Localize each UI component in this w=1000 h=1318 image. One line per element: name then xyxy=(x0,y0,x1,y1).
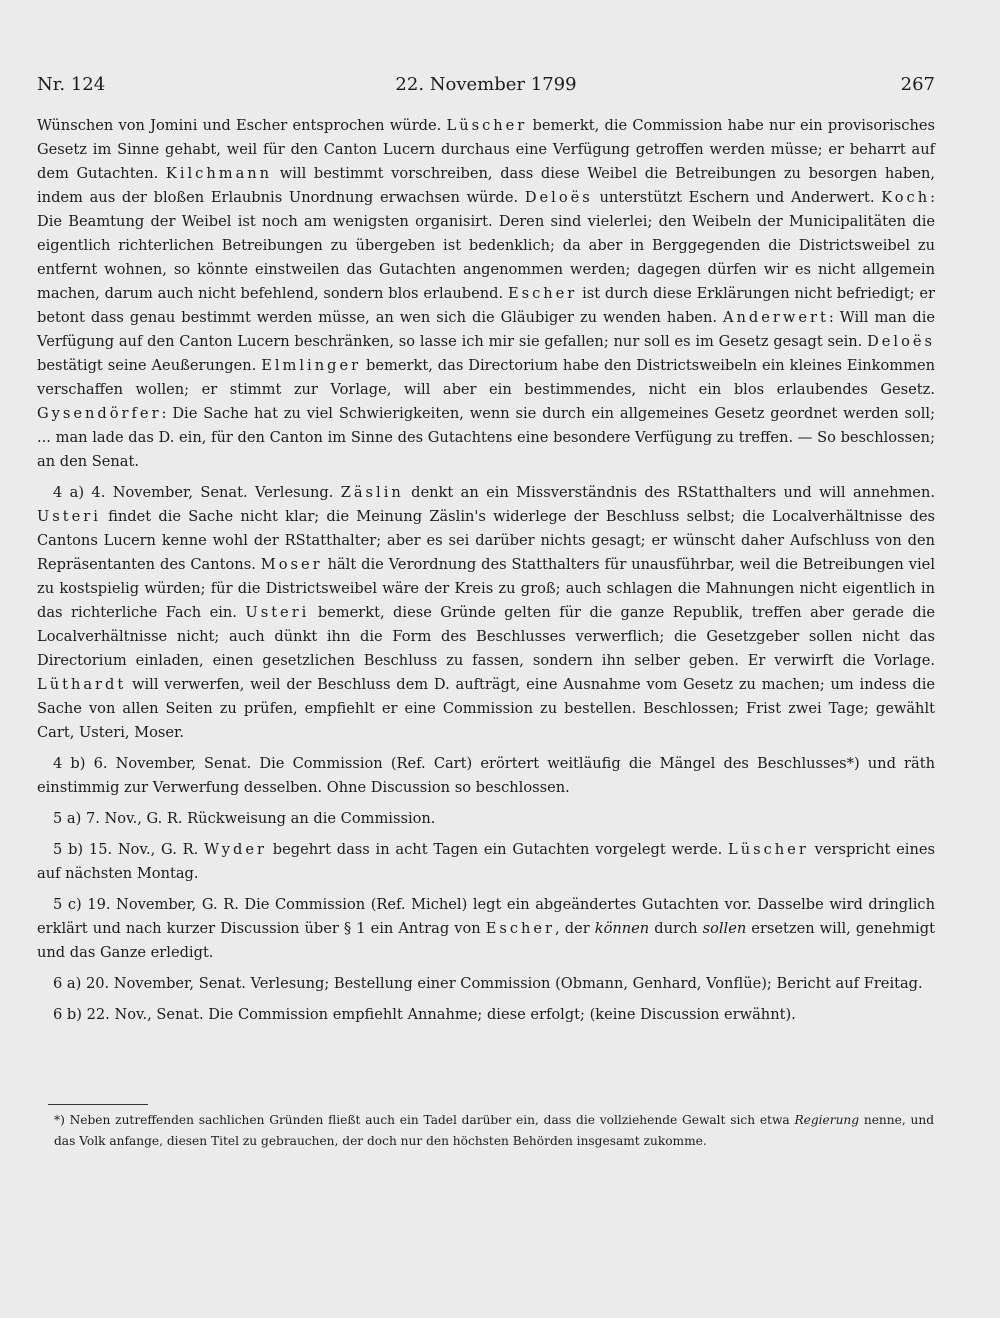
page-header xyxy=(37,74,935,104)
text-run: verspricht eines auf nächsten Montag. xyxy=(37,841,935,882)
text-run: Wünschen von Jomini und Escher entsprochen würde. xyxy=(37,117,447,134)
text-run: will verwerfen, weil der Beschluss dem D. aufträgt, eine Ausnahme vom Gesetz zu machen; um indess die Sache von allen Seiten zu prüfen, empfiehlt er eine Commission zu bestellen. Beschlossen; Frist zwei Tage; gewählt Cart, Usteri, Moser. xyxy=(37,676,935,741)
speaker-name: Lüscher xyxy=(728,841,809,858)
text-run: nenne, und das Volk anfange, diesen Titel zu gebrauchen, der doch nur den höchsten Behörden insgesamt zukomme. xyxy=(54,1113,934,1148)
entry-4a xyxy=(37,481,935,745)
entry-5c xyxy=(37,893,935,965)
page-number: 267 xyxy=(900,74,935,95)
speaker-name: Deloës xyxy=(867,333,935,350)
text-run: unterstützt Eschern und Anderwert. xyxy=(592,189,882,206)
text-run: *) Neben zutreffenden sachlichen Gründen fließt auch ein Tadel darüber ein, dass die vollziehende Gewalt sich etwa xyxy=(54,1113,795,1127)
speaker-name: Moser xyxy=(260,556,323,573)
text-run: will bestimmt vorschreiben, dass diese Weibel die Betreibungen zu besorgen haben, indem aus der bloßen Erlaubnis Unordnung erwachsen würde. xyxy=(37,165,935,206)
text-run: 6 a) 20. November, Senat. Verlesung; Bestellung einer Commission (Obmann, Genhard, Vonflüe); Bericht auf Freitag. xyxy=(53,975,923,992)
text-run: bemerkt, das Directorium habe den Districtsweibeln ein kleines Einkommen verschaffen wollen; er stimmt zur Vorlage, will aber ein bestimmendes, nicht ein blos erlaubendes Gesetz. xyxy=(37,357,935,398)
text-run: 6 b) 22. Nov., Senat. Die Commission empfiehlt Annahme; diese erfolgt; (keine Discussion erwähnt). xyxy=(53,1006,796,1023)
text-run: : Die Sache hat zu viel Schwierigkeiten, wenn sie durch ein allgemeines Gesetz geordnet werden soll; ... man lade das D. ein, für den Canton im Sinne des Gutachtens eine besondere Verfügung zu treffen. — So beschlossen; an den Senat. xyxy=(37,405,935,470)
speaker-name: Wyder xyxy=(204,841,267,858)
text-run: hält die Verordnung des Statthalters für unausführbar, weil die Betreibungen viel zu kostspielig würden; für die Districtsweibel wäre der Kreis zu groß; auch schlagen die Mahnungen nicht eigentlich in das richterliche Fach ein. xyxy=(37,556,935,621)
italic-word: können xyxy=(594,920,650,937)
text-run: bestätigt seine Aeußerungen. xyxy=(37,357,262,374)
speaker-name: Zäslin xyxy=(340,484,404,501)
speaker-name: Lüscher xyxy=(446,117,528,134)
speaker-name: Deloës xyxy=(524,189,593,206)
entry-6a xyxy=(37,972,935,996)
text-run: 5 a) 7. Nov., G. R. Rückweisung an die Commission. xyxy=(53,810,436,827)
text-run: 4 b) 6. November, Senat. Die Commission (Ref. Cart) erörtert weitläufig die Mängel des Beschlusses*) und räth einstimmig zur Verwerfung desselben. Ohne Discussion so beschlossen. xyxy=(37,755,935,796)
speaker-name: Elmlinger xyxy=(261,357,362,374)
text-run: durch xyxy=(649,920,703,937)
footnote xyxy=(54,1110,934,1152)
document-number: Nr. 124 xyxy=(37,74,106,95)
text-run: 4 a) 4. November, Senat. Verlesung. xyxy=(53,484,341,501)
speaker-name: Escher xyxy=(507,285,578,302)
text-run: ersetzen will, genehmigt und das Ganze erledigt. xyxy=(37,920,935,961)
entry-6b xyxy=(37,1003,935,1027)
text-run: : Will man die Verfügung auf den Canton Lucern beschränken, so lasse ich mir sie gefallen; nur soll es im Gesetz gesagt sein. xyxy=(37,309,935,350)
text-run: : Die Beamtung der Weibel ist noch am wenigsten organisirt. Deren sind vielerlei; den Weibeln der Municipalitäten die eigentlich richterlichen Betreibungen zu übergeben ist bedenklich; da aber in Berggegenden die Districtsweibel zu entfernt wohnen, so könnte einstweilen das Gutachten angenommen werden; dagegen dürfen wir es nicht allgemein machen, darum auch nicht befehlend, sondern blos erlaubend. xyxy=(37,189,936,302)
text-run: 5 b) 15. Nov., G. R. xyxy=(53,841,205,858)
speaker-name: Anderwert xyxy=(722,309,829,326)
italic-word: Regierung xyxy=(794,1113,860,1127)
text-run: bemerkt, die Commission habe nur ein provisorisches Gesetz im Sinne gehabt, weil für den Canton Lucern durchaus eine Verfügung getroffen werden müsse; er beharrt auf dem Gutachten. xyxy=(37,117,935,182)
text-run: begehrt dass in acht Tagen ein Gutachten vorgelegt werde. xyxy=(266,841,729,858)
header-date: 22. November 1799 xyxy=(395,74,577,95)
text-run: 5 c) 19. November, G. R. Die Commission (Ref. Michel) legt ein abgeändertes Gutachten vor. Dasselbe wird dringlich erklärt und nach kurzer Discussion über § 1 ein Antrag von xyxy=(37,896,935,937)
text-run: , der xyxy=(555,920,595,937)
footnote-divider xyxy=(48,1104,148,1105)
speaker-name: Koch xyxy=(881,189,931,206)
main-text xyxy=(37,114,935,1034)
text-run: ist durch diese Erklärungen nicht befriedigt; er betont dass genau bestimmt werden müsse, an wen sich die Gläubiger zu wenden haben. xyxy=(37,285,935,326)
paragraph-continuation xyxy=(37,114,935,474)
entry-5b xyxy=(37,838,935,886)
speaker-name: Escher xyxy=(485,920,556,937)
speaker-name: Kilchmann xyxy=(165,165,273,182)
speaker-name: Gysendörfer xyxy=(37,405,162,422)
text-run: bemerkt, diese Gründe gelten für die ganze Republik, treffen aber gerade die Localverhältnisse nicht; auch dünkt ihn die Form des Beschlusses verwerflich; die Gesetzgeber sollen nicht das Directorium einladen, einen gesetzlichen Beschluss zu fassen, sondern ihn selber geben. Er verwirft die Vorlage. xyxy=(37,604,936,669)
text-run: denkt an ein Missverständnis des RStatthalters und will annehmen. xyxy=(403,484,935,501)
speaker-name: Lüthardt xyxy=(37,676,127,693)
italic-word: sollen xyxy=(702,920,747,937)
text-run: findet die Sache nicht klar; die Meinung Zäslin's widerlege der Beschluss selbst; die Localverhältnisse des Cantons Lucern kenne wohl der RStatthalter; aber es sei darüber nichts gesagt; er wünscht daher Aufschluss von den Repräsentanten des Cantons. xyxy=(37,508,935,573)
speaker-name: Usteri xyxy=(37,508,101,525)
entry-5a xyxy=(37,807,935,831)
entry-4b xyxy=(37,752,935,800)
speaker-name: Usteri xyxy=(245,604,310,621)
